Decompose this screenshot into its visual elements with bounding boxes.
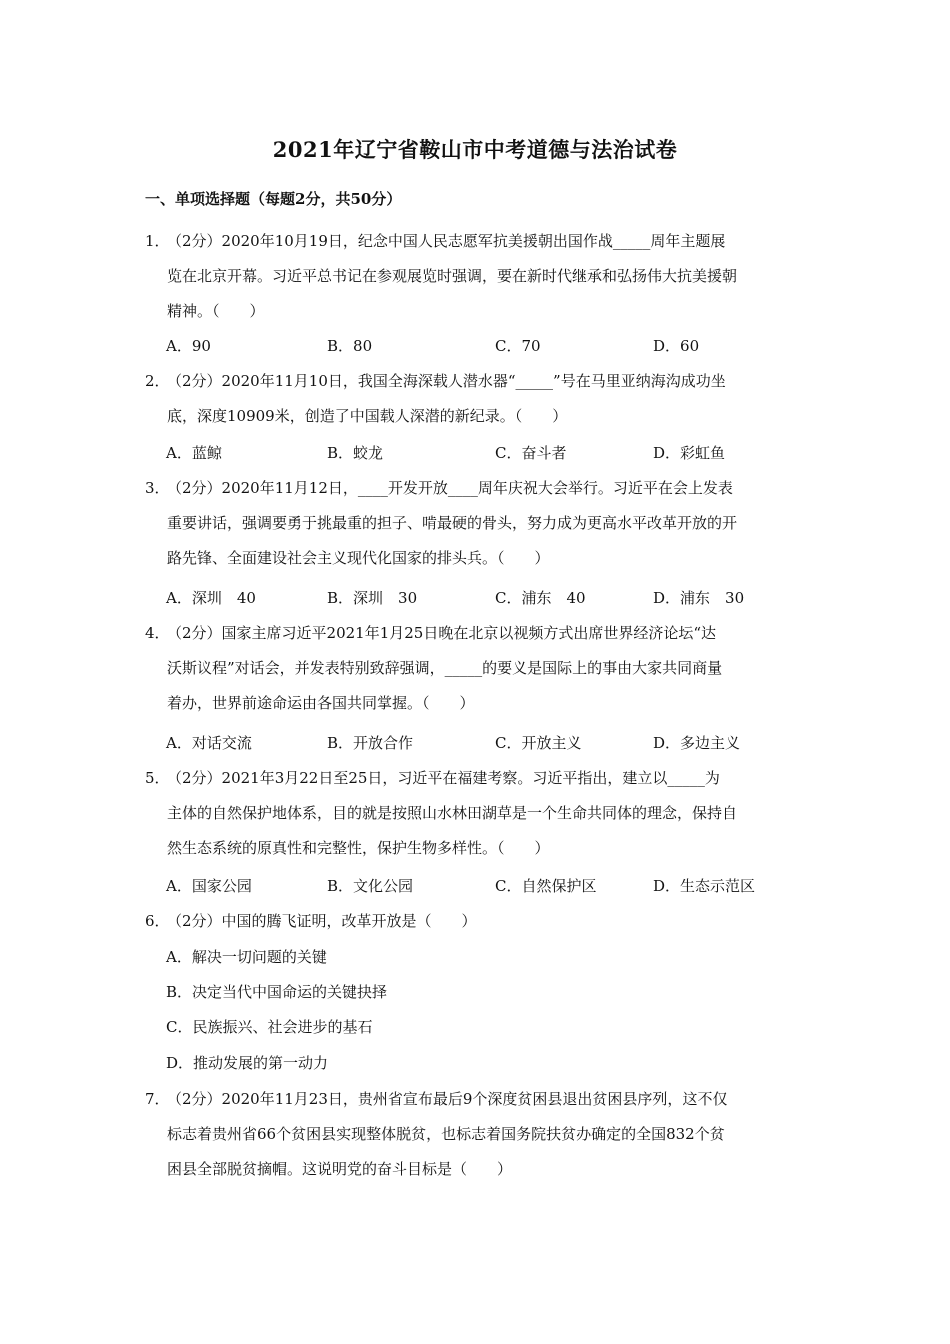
option-c[interactable]: C．浦东 40 [495,589,586,607]
question-text: 标志着贵州省66个贫困县实现整体脱贫，也标志着国务院扶贫办确定的全国832个贫 [167,1125,725,1143]
option-d[interactable]: D．推动发展的第一动力 [166,1054,329,1072]
option-c[interactable]: C．自然保护区 [495,877,597,895]
question-4-options [166,726,816,761]
option-d[interactable]: D．生态示范区 [653,877,756,895]
question-number: 7． [145,1090,170,1108]
question-text: （2分）2020年11月23日，贵州省宣布最后9个深度贫困县退出贫困县序列，这不仅 [167,1090,728,1108]
question-text: （2分）国家主席习近平2021年1月25日晚在北京以视频方式出席世界经济论坛“达 [167,624,717,642]
option-a[interactable]: A．深圳 40 [166,589,256,607]
question-5-options [166,869,816,904]
option-b[interactable]: B．深圳 30 [327,589,418,607]
exam-title: 2021年辽宁省鞍山市中考道德与法治试卷 [272,137,678,162]
question-text: 沃斯议程”对话会，并发表特别致辞强调，_____的要义是国际上的事由大家共同商量 [167,659,723,677]
question-text: 主体的自然保护地体系，目的就是按照山水林田湖草是一个生命共同体的理念，保持自 [167,804,738,822]
question-text: （2分）2020年11月10日，我国全海深载人潜水器“_____”号在马里亚纳海沟成功坐 [167,372,726,390]
option-d[interactable]: D．多边主义 [653,734,741,752]
question-number: 6． [145,912,170,930]
question-6 [145,904,810,939]
option-b[interactable]: B．开放合作 [327,734,414,752]
question-text: 路先锋、全面建设社会主义现代化国家的排头兵。（ ） [167,549,550,567]
question-4 [145,616,810,721]
question-text: 重要讲话，强调要勇于挑最重的担子、啃最硬的骨头，努力成为更高水平改革开放的开 [167,514,738,532]
question-text: （2分）2020年11月12日，____开发开放____周年庆祝大会举行。习近平在会上发表 [167,479,733,497]
question-2-options [166,436,816,471]
question-text: 着办，世界前途命运由各国共同掌握。（ ） [167,694,475,712]
question-text: 览在北京开幕。习近平总书记在参观展览时强调，要在新时代继承和弘扬伟大抗美援朝 [167,267,738,285]
question-number: 4． [145,624,170,642]
question-text: （2分）2021年3月22日至25日，习近平在福建考察。习近平指出，建立以_____为 [167,769,720,787]
option-c[interactable]: C．开放主义 [495,734,582,752]
option-c[interactable]: C．奋斗者 [495,444,567,462]
option-c[interactable]: C．70 [495,337,541,355]
option-b[interactable]: B．80 [327,337,373,355]
question-text: 困县全部脱贫摘帽。这说明党的奋斗目标是（ ） [167,1160,513,1178]
question-5 [145,761,810,866]
question-number: 1． [145,232,170,250]
question-number: 5． [145,769,170,787]
question-7 [145,1082,810,1187]
option-c[interactable]: C．民族振兴、社会进步的基石 [166,1018,373,1036]
question-text: （2分）2020年10月19日，纪念中国人民志愿军抗美援朝出国作战_____周年主题展 [167,232,726,250]
question-number: 2． [145,372,170,390]
option-d[interactable]: D．60 [653,337,700,355]
option-a[interactable]: A．蓝鲸 [166,444,222,462]
option-b[interactable]: B．蛟龙 [327,444,384,462]
option-a[interactable]: A．90 [166,337,211,355]
question-number: 3． [145,479,170,497]
question-text: （2分）中国的腾飞证明，改革开放是（ ） [167,912,477,930]
question-1 [145,224,810,329]
option-d[interactable]: D．浦东 30 [653,589,745,607]
question-text: 然生态系统的原真性和完整性，保护生物多样性。（ ） [167,839,550,857]
section-heading: 一、单项选择题（每题2分，共50分） [145,190,402,208]
question-3 [145,471,810,576]
question-1-options [166,329,816,364]
option-b[interactable]: B．决定当代中国命运的关键抉择 [166,983,388,1001]
question-3-options [166,581,816,616]
option-a[interactable]: A．国家公园 [166,877,252,895]
question-2 [145,364,810,434]
option-a[interactable]: A．解决一切问题的关键 [166,948,327,966]
question-text: 精神。（ ） [167,302,265,320]
option-a[interactable]: A．对话交流 [166,734,252,752]
question-text: 底，深度10909米，创造了中国载人深潜的新纪录。（ ） [167,407,568,425]
option-b[interactable]: B．文化公园 [327,877,414,895]
option-d[interactable]: D．彩虹鱼 [653,444,726,462]
